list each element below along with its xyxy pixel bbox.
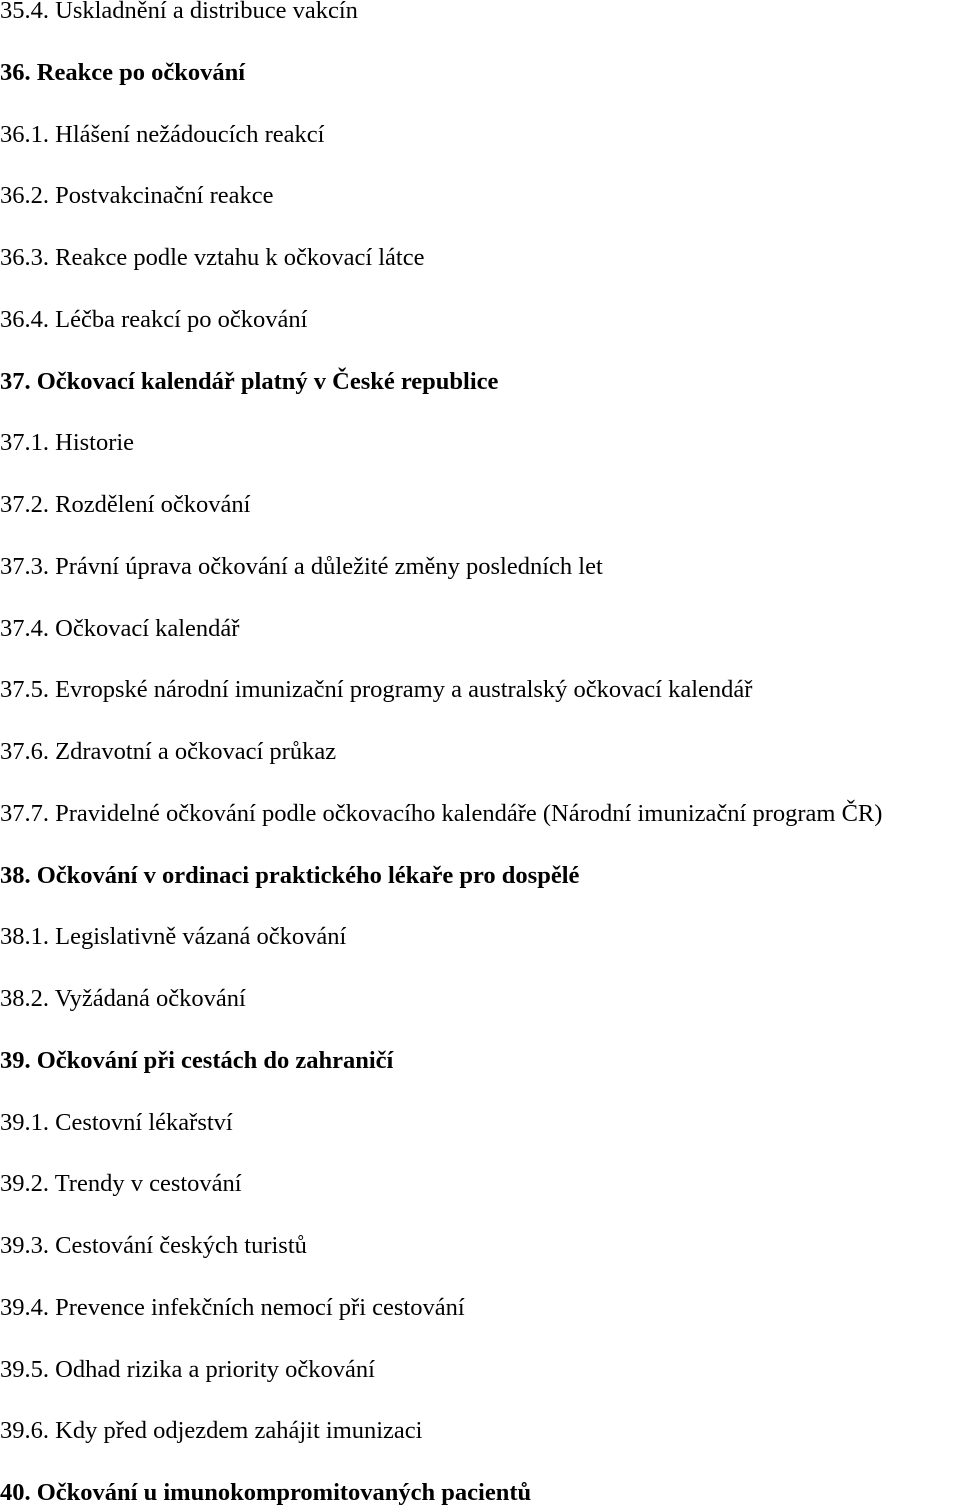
- toc-entry: [0, 1293, 465, 1323]
- toc-chapter-number: 39.: [0, 1047, 31, 1074]
- toc-entry-title: Hlášení nežádoucích reakcí: [55, 121, 325, 148]
- toc-entry: [0, 1169, 242, 1199]
- toc-entry-title: Uskladnění a distribuce vakcín: [55, 0, 358, 24]
- toc-entry: [0, 1231, 307, 1261]
- toc-chapter: [0, 861, 579, 891]
- toc-entry-number: 39.6.: [0, 1417, 49, 1444]
- toc-entry-title: Rozdělení očkování: [55, 491, 251, 518]
- toc-entry-number: 39.1.: [0, 1109, 49, 1136]
- toc-entry-number: 37.4.: [0, 615, 49, 642]
- toc-entry-title: Pravidelné očkování podle očkovacího kalendáře (Národní imunizační program ČR): [55, 800, 883, 827]
- toc-entry-title: Postvakcinační reakce: [55, 182, 274, 209]
- toc-chapter: [0, 1046, 393, 1076]
- toc-entry: [0, 428, 134, 458]
- toc-entry: [0, 490, 250, 520]
- toc-entry-title: Cestování českých turistů: [55, 1232, 307, 1259]
- toc-chapter-number: 40.: [0, 1479, 31, 1506]
- toc-entry-number: 36.4.: [0, 306, 49, 333]
- toc-chapter-title: Očkování při cestách do zahraničí: [36, 1047, 394, 1074]
- toc-entry-number: 39.3.: [0, 1232, 49, 1259]
- toc-entry: [0, 120, 324, 150]
- toc-entry-number: 37.2.: [0, 491, 49, 518]
- toc-chapter-title: Očkovací kalendář platný v České republice: [36, 368, 499, 395]
- toc-entry-title: Prevence infekčních nemocí při cestování: [55, 1294, 465, 1321]
- toc-entry-number: 38.2.: [0, 985, 49, 1012]
- toc-chapter: [0, 58, 245, 88]
- toc-entry-number: 37.7.: [0, 800, 49, 827]
- toc-chapter-title: Očkování v ordinaci praktického lékaře pro dospělé: [36, 862, 580, 889]
- toc-entry-title: Kdy před odjezdem zahájit imunizaci: [55, 1417, 423, 1444]
- toc-entry-title: Evropské národní imunizační programy a australský očkovací kalendář: [55, 676, 753, 703]
- toc-entry-title: Cestovní lékařství: [55, 1109, 233, 1136]
- toc-entry: [0, 1355, 375, 1385]
- toc-entry-number: 39.4.: [0, 1294, 49, 1321]
- toc-entry-number: 39.2.: [0, 1170, 49, 1197]
- toc-chapter: [0, 367, 498, 397]
- toc-chapter-number: 37.: [0, 368, 31, 395]
- toc-chapter-number: 36.: [0, 59, 31, 86]
- toc-chapter: [0, 1478, 531, 1508]
- toc-entry: [0, 552, 603, 582]
- toc-entry: [0, 737, 336, 767]
- toc-entry: [0, 1416, 422, 1446]
- toc-entry-title: Trendy v cestování: [54, 1170, 242, 1197]
- toc-entry: [0, 799, 882, 829]
- toc-entry-title: Legislativně vázaná očkování: [55, 923, 347, 950]
- toc-entry-number: 39.5.: [0, 1356, 49, 1383]
- toc-entry-number: 37.1.: [0, 429, 49, 456]
- toc-entry-number: 36.1.: [0, 121, 49, 148]
- toc-entry: [0, 0, 358, 26]
- toc-entry: [0, 675, 752, 705]
- toc-entry-title: Léčba reakcí po očkování: [55, 306, 308, 333]
- toc-entry-title: Historie: [55, 429, 135, 456]
- toc-entry-number: 36.2.: [0, 182, 49, 209]
- toc-entry-title: Zdravotní a očkovací průkaz: [55, 738, 337, 765]
- toc-entry-number: 37.6.: [0, 738, 49, 765]
- toc-entry: [0, 1108, 233, 1138]
- toc-entry-number: 37.5.: [0, 676, 49, 703]
- toc-entry-title: Odhad rizika a priority očkování: [55, 1356, 375, 1383]
- toc-chapter-title: Reakce po očkování: [36, 59, 245, 86]
- toc-entry-title: Vyžádaná očkování: [54, 985, 246, 1012]
- toc-entry: [0, 614, 239, 644]
- toc-entry: [0, 922, 346, 952]
- toc-entry-title: Reakce podle vztahu k očkovací látce: [55, 244, 425, 271]
- toc-chapter-number: 38.: [0, 862, 31, 889]
- toc-entry-title: Očkovací kalendář: [55, 615, 240, 642]
- toc-entry: [0, 181, 273, 211]
- toc-chapter-title: Očkování u imunokompromitovaných pacientů: [36, 1479, 532, 1506]
- toc-entry-number: 38.1.: [0, 923, 49, 950]
- toc-entry-number: 37.3.: [0, 553, 49, 580]
- toc-entry: [0, 984, 246, 1014]
- toc-entry-number: 36.3.: [0, 244, 49, 271]
- toc-entry: [0, 243, 425, 273]
- toc-entry: [0, 305, 307, 335]
- toc-entry-number: 35.4.: [0, 0, 49, 24]
- toc-entry-title: Právní úprava očkování a důležité změny posledních let: [55, 553, 603, 580]
